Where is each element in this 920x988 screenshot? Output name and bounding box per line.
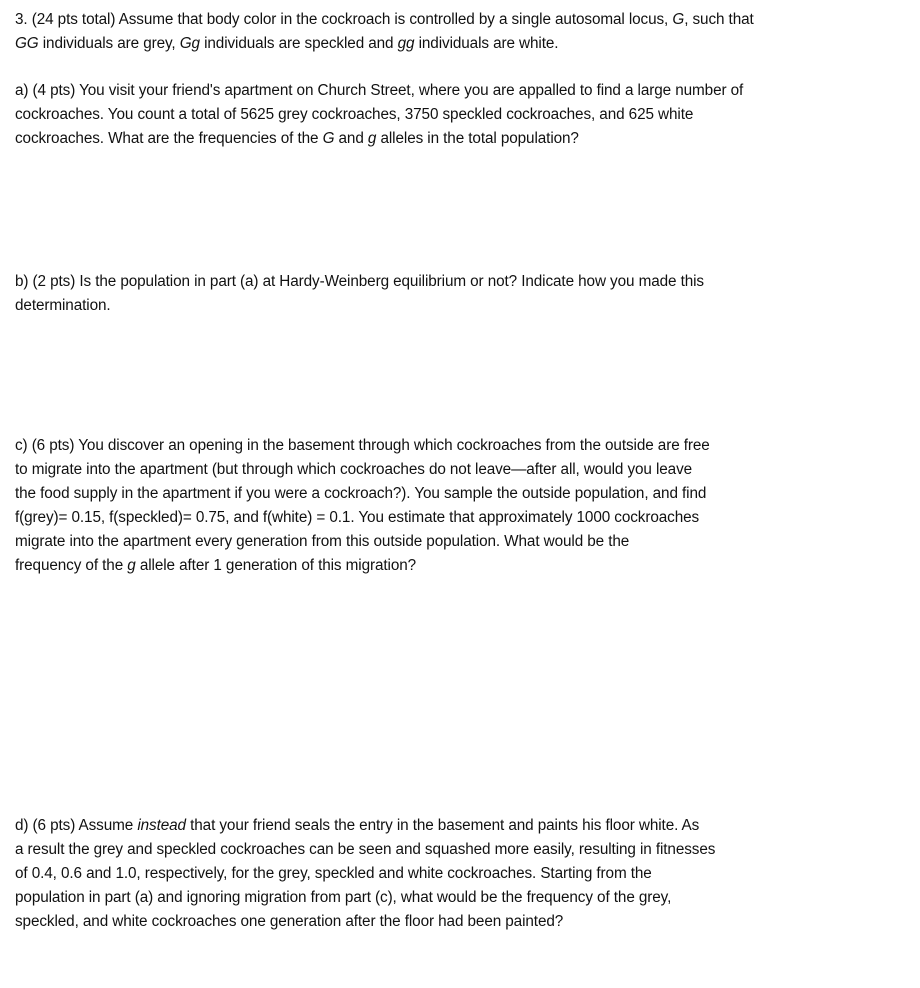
text-line: f(grey)= 0.15, f(speckled)= 0.75, and f(white) = 0.1. You estimate that approximately 1000 cockroaches	[15, 509, 700, 526]
question-part-d	[15, 814, 895, 934]
question-part-c	[15, 434, 895, 578]
question-part-b	[15, 270, 895, 318]
text-line: to migrate into the apartment (but through which cockroaches do not leave—after all, would you leave	[15, 461, 693, 478]
text-line: of 0.4, 0.6 and 1.0, respectively, for the grey, speckled and white cockroaches. Starting from the	[15, 865, 652, 882]
text-line: b) (2 pts) Is the population in part (a) at Hardy-Weinberg equilibrium or not? Indicate how you made this	[15, 273, 704, 290]
text-line: speckled, and white cockroaches one generation after the floor had been painted?	[15, 913, 564, 930]
text-line: c) (6 pts) You discover an opening in the basement through which cockroaches from the outside are free	[15, 437, 710, 454]
text-line: 3. (24 pts total) Assume that body color in the cockroach is controlled by a single autosomal locus, G, such that	[15, 11, 754, 28]
text-line: population in part (a) and ignoring migration from part (c), what would be the frequency of the grey,	[15, 889, 672, 906]
question-intro	[15, 8, 895, 56]
text-line: d) (6 pts) Assume instead that your friend seals the entry in the basement and paints his floor white. As	[15, 817, 700, 834]
text-line: frequency of the g allele after 1 generation of this migration?	[15, 557, 417, 574]
text-line: a) (4 pts) You visit your friend's apartment on Church Street, where you are appalled to find a large number of	[15, 82, 744, 99]
text-line: GG individuals are grey, Gg individuals are speckled and gg individuals are white.	[15, 35, 559, 52]
question-part-a	[15, 79, 895, 151]
text-line: cockroaches. What are the frequencies of the G and g alleles in the total population?	[15, 130, 579, 147]
text-line: cockroaches. You count a total of 5625 grey cockroaches, 3750 speckled cockroaches, and 625 white	[15, 106, 694, 123]
text-line: a result the grey and speckled cockroaches can be seen and squashed more easily, resulting in fitnesses	[15, 841, 716, 858]
text-line: determination.	[15, 297, 111, 314]
text-line: migrate into the apartment every generation from this outside population. What would be the	[15, 533, 630, 550]
text-line: the food supply in the apartment if you were a cockroach?). You sample the outside population, and find	[15, 485, 707, 502]
